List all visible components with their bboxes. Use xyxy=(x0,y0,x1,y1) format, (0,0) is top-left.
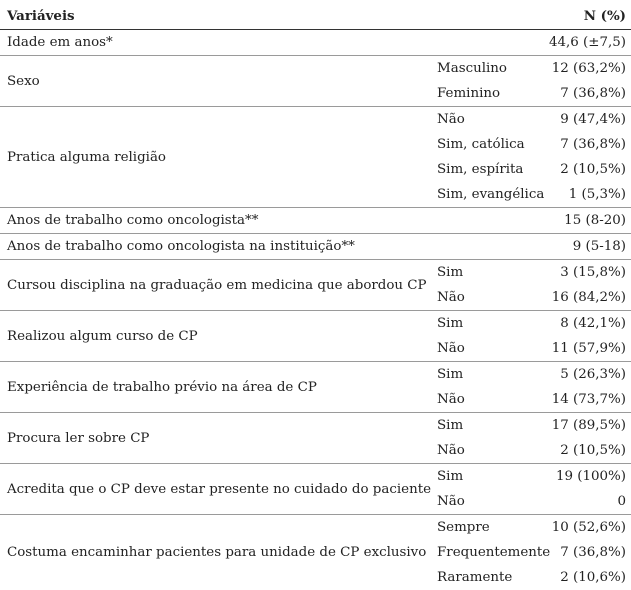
row-label: Costuma encaminhar pacientes para unidade de CP exclusivo xyxy=(0,515,433,590)
table-row xyxy=(0,208,631,234)
row-category: Sim xyxy=(433,311,547,337)
row-category: Não xyxy=(433,285,547,311)
row-category: Sim xyxy=(433,260,547,286)
row-value: 2 (10,5%) xyxy=(547,157,631,182)
row-value: 8 (42,1%) xyxy=(547,311,631,337)
row-value: 10 (52,6%) xyxy=(547,515,631,541)
table-row xyxy=(0,234,631,260)
row-value: 7 (36,8%) xyxy=(547,540,631,565)
row-category: Feminino xyxy=(433,81,547,107)
row-value: 9 (47,4%) xyxy=(547,107,631,133)
row-category: Não xyxy=(433,387,547,413)
row-category: Raramente xyxy=(433,565,547,590)
header-n-pct: N (%) xyxy=(547,4,631,30)
row-value: 2 (10,6%) xyxy=(547,565,631,590)
row-value: 17 (89,5%) xyxy=(547,413,631,439)
row-category: Sim, católica xyxy=(433,132,547,157)
row-label: Anos de trabalho como oncologista na instituição** xyxy=(0,234,433,260)
row-category: Sim xyxy=(433,413,547,439)
row-value: 0 xyxy=(547,489,631,515)
row-label: Pratica alguma religião xyxy=(0,107,433,208)
row-value: 44,6 (±7,5) xyxy=(547,30,631,56)
table-row xyxy=(0,30,631,56)
row-category: Sim xyxy=(433,464,547,490)
row-label: Sexo xyxy=(0,56,433,107)
table-row xyxy=(0,464,631,490)
row-category: Sempre xyxy=(433,515,547,541)
row-value: 7 (36,8%) xyxy=(547,132,631,157)
variables-table xyxy=(0,4,631,590)
row-value: 5 (26,3%) xyxy=(547,362,631,388)
row-value: 16 (84,2%) xyxy=(547,285,631,311)
row-value: 11 (57,9%) xyxy=(547,336,631,362)
row-value: 12 (63,2%) xyxy=(547,56,631,82)
row-value: 1 (5,3%) xyxy=(547,182,631,208)
table-row xyxy=(0,260,631,286)
row-category xyxy=(433,30,547,56)
row-value: 15 (8-20) xyxy=(547,208,631,234)
row-category: Frequentemente xyxy=(433,540,547,565)
row-category xyxy=(433,234,547,260)
table-row xyxy=(0,362,631,388)
row-category: Sim, evangélica xyxy=(433,182,547,208)
row-category: Não xyxy=(433,107,547,133)
row-category: Masculino xyxy=(433,56,547,82)
row-category: Não xyxy=(433,438,547,464)
row-value: 7 (36,8%) xyxy=(547,81,631,107)
row-label: Procura ler sobre CP xyxy=(0,413,433,464)
row-value: 14 (73,7%) xyxy=(547,387,631,413)
table-row xyxy=(0,56,631,82)
table-row xyxy=(0,311,631,337)
row-label: Realizou algum curso de CP xyxy=(0,311,433,362)
table-row xyxy=(0,515,631,541)
row-category xyxy=(433,208,547,234)
row-label: Acredita que o CP deve estar presente no cuidado do paciente xyxy=(0,464,433,515)
header-variables: Variáveis xyxy=(0,4,433,30)
table-header-row xyxy=(0,4,631,30)
row-value: 19 (100%) xyxy=(547,464,631,490)
row-label: Anos de trabalho como oncologista** xyxy=(0,208,433,234)
row-category: Não xyxy=(433,336,547,362)
row-label: Experiência de trabalho prévio na área de CP xyxy=(0,362,433,413)
row-label: Idade em anos* xyxy=(0,30,433,56)
header-category xyxy=(433,4,547,30)
row-category: Sim, espírita xyxy=(433,157,547,182)
table-row xyxy=(0,413,631,439)
table-row xyxy=(0,107,631,133)
row-value: 3 (15,8%) xyxy=(547,260,631,286)
row-label: Cursou disciplina na graduação em medicina que abordou CP xyxy=(0,260,433,311)
row-category: Sim xyxy=(433,362,547,388)
row-value: 9 (5-18) xyxy=(547,234,631,260)
row-category: Não xyxy=(433,489,547,515)
row-value: 2 (10,5%) xyxy=(547,438,631,464)
